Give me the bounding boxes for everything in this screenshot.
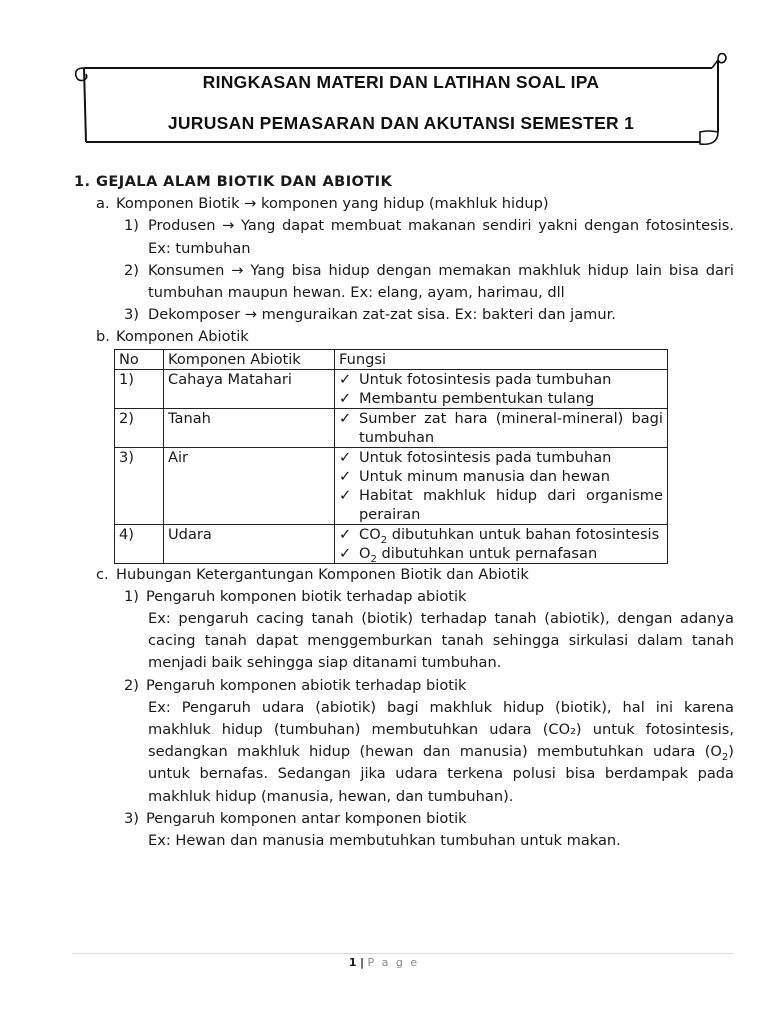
checklist-item xyxy=(339,389,663,408)
list-marker: 2) xyxy=(124,676,139,694)
example-text xyxy=(74,697,734,808)
table-row xyxy=(115,408,668,447)
table-cell: 3) xyxy=(115,447,164,524)
footer-divider xyxy=(72,953,734,954)
check-icon: ✓ xyxy=(339,544,352,562)
table-cell: 1) xyxy=(115,369,164,408)
section-heading xyxy=(74,171,734,193)
list-item-title: Pengaruh komponen biotik terhadap abiotik xyxy=(146,587,467,605)
table-cell xyxy=(335,524,668,563)
check-icon: ✓ xyxy=(339,389,352,407)
table-header: Fungsi xyxy=(335,349,668,369)
checklist-item xyxy=(339,409,663,447)
abiotic-table xyxy=(114,349,668,564)
footer-separator: | xyxy=(360,956,365,969)
list-item-title: Pengaruh komponen abiotik terhadap biotik xyxy=(146,676,467,694)
table-row xyxy=(115,447,668,524)
table-header: Komponen Abiotik xyxy=(164,349,335,369)
checklist-text: CO xyxy=(359,525,381,543)
checklist-text: Membantu pembentukan tulang xyxy=(359,389,595,407)
subscript: 2 xyxy=(380,534,388,546)
table-cell: Tanah xyxy=(164,408,335,447)
checklist-item xyxy=(339,370,663,389)
list-item-text: Konsumen → Yang bisa hidup dengan memakan makhluk hidup lain bisa dari tumbuhan maupun hewan. Ex: elang, ayam, harimau, dll xyxy=(148,261,734,302)
checklist-text: Habitat makhluk hidup dari organisme perairan xyxy=(359,486,663,523)
table-cell: Udara xyxy=(164,524,335,563)
list-item xyxy=(74,304,734,326)
list-item-title: Pengaruh komponen antar komponen biotik xyxy=(146,809,467,827)
document-body xyxy=(74,171,734,852)
checklist-text: Untuk fotosintesis pada tumbuhan xyxy=(359,448,612,466)
table-row xyxy=(115,369,668,408)
table-cell: 4) xyxy=(115,524,164,563)
title-banner xyxy=(72,50,730,152)
page-number: 1 xyxy=(348,956,357,969)
subsection-c xyxy=(74,564,734,586)
subsection-a xyxy=(74,193,734,215)
subsection-text: Komponen Biotik → komponen yang hidup (makhluk hidup) xyxy=(116,195,549,213)
table-row xyxy=(115,524,668,563)
checklist-item xyxy=(339,448,663,467)
check-icon: ✓ xyxy=(339,409,352,427)
table-cell xyxy=(335,447,668,524)
table-cell: Cahaya Matahari xyxy=(164,369,335,408)
subsection-text: Komponen Abiotik xyxy=(116,328,249,346)
list-marker: 3) xyxy=(124,306,139,324)
list-item-text: Dekomposer → menguraikan zat-zat sisa. Ex: bakteri dan jamur. xyxy=(148,306,616,324)
check-icon: ✓ xyxy=(339,448,352,466)
list-marker: 1) xyxy=(124,587,139,605)
example-text-part: Ex: Pengaruh udara (abiotik) bagi makhluk hidup (biotik), hal ini karena makhluk hidup (tumbuhan) membutuhkan udara (CO₂) untuk fotosintesis, sedangkan makhluk hidup (hewan dan manusia) membutuhkan udara (O xyxy=(148,698,734,761)
banner-title-line2: JURUSAN PEMASARAN DAN AKUTANSI SEMESTER 1 xyxy=(167,113,635,133)
example-text: Ex: pengaruh cacing tanah (biotik) terhadap tanah (abiotik), dengan adanya cacing tanah dapat menggemburkan tanah sehingga sirkulasi dalam tanah menjadi baik sehingga siap ditanami tumbuhan. xyxy=(148,610,734,672)
list-item xyxy=(74,586,734,608)
example-text: Ex: Hewan dan manusia membutuhkan tumbuhan untuk makan. xyxy=(148,832,621,850)
table-cell: 2) xyxy=(115,408,164,447)
subscript: 2 xyxy=(721,752,729,764)
checklist-item xyxy=(339,467,663,486)
list-marker: c. xyxy=(96,565,109,583)
checklist-text: Untuk minum manusia dan hewan xyxy=(359,467,610,485)
checklist-item xyxy=(339,486,663,524)
check-icon: ✓ xyxy=(339,486,352,504)
checklist-text: dibutuhkan untuk bahan fotosintesis xyxy=(387,525,660,543)
list-item xyxy=(74,215,734,259)
list-marker: b. xyxy=(96,328,110,346)
check-icon: ✓ xyxy=(339,370,352,388)
example-text-part: ) untuk bernafas. Sedangan jika udara terkena polusi bisa berdampak pada makhluk hidup (manusia, hewan, dan tumbuhan). xyxy=(148,743,734,805)
check-icon: ✓ xyxy=(339,467,352,485)
list-item xyxy=(74,260,734,304)
table-header-row xyxy=(115,349,668,369)
checklist-item xyxy=(339,525,663,544)
list-marker: 3) xyxy=(124,809,139,827)
subscript: 2 xyxy=(370,553,377,565)
list-marker: 2) xyxy=(124,261,139,279)
page-label: P a g e xyxy=(367,956,420,969)
list-marker: a. xyxy=(96,195,110,213)
table-cell xyxy=(335,369,668,408)
list-item-text: Produsen → Yang dapat membuat makanan sendiri yakni dengan fotosintesis. Ex: tumbuhan xyxy=(148,217,734,257)
page-footer xyxy=(0,956,768,969)
checklist-text: dibutuhkan untuk pernafasan xyxy=(376,544,598,562)
list-marker: 1) xyxy=(124,217,139,235)
section-number: 1. xyxy=(74,173,91,190)
checklist-text: O xyxy=(359,544,371,562)
subsection-b xyxy=(74,326,734,348)
checklist-text: Untuk fotosintesis pada tumbuhan xyxy=(359,370,612,388)
checklist-item xyxy=(339,544,663,563)
subsection-text: Hubungan Ketergantungan Komponen Biotik dan Abiotik xyxy=(116,565,529,583)
table-header: No xyxy=(115,349,164,369)
list-item xyxy=(74,808,734,830)
scroll-banner-frame xyxy=(72,50,730,152)
table-cell: Air xyxy=(164,447,335,524)
check-icon: ✓ xyxy=(339,525,352,543)
table-cell xyxy=(335,408,668,447)
list-item xyxy=(74,675,734,697)
section-title: GEJALA ALAM BIOTIK DAN ABIOTIK xyxy=(96,173,393,190)
banner-title-line1: RINGKASAN MATERI DAN LATIHAN SOAL IPA xyxy=(202,72,600,92)
checklist-text: Sumber zat hara (mineral-mineral) bagi tumbuhan xyxy=(359,409,663,446)
